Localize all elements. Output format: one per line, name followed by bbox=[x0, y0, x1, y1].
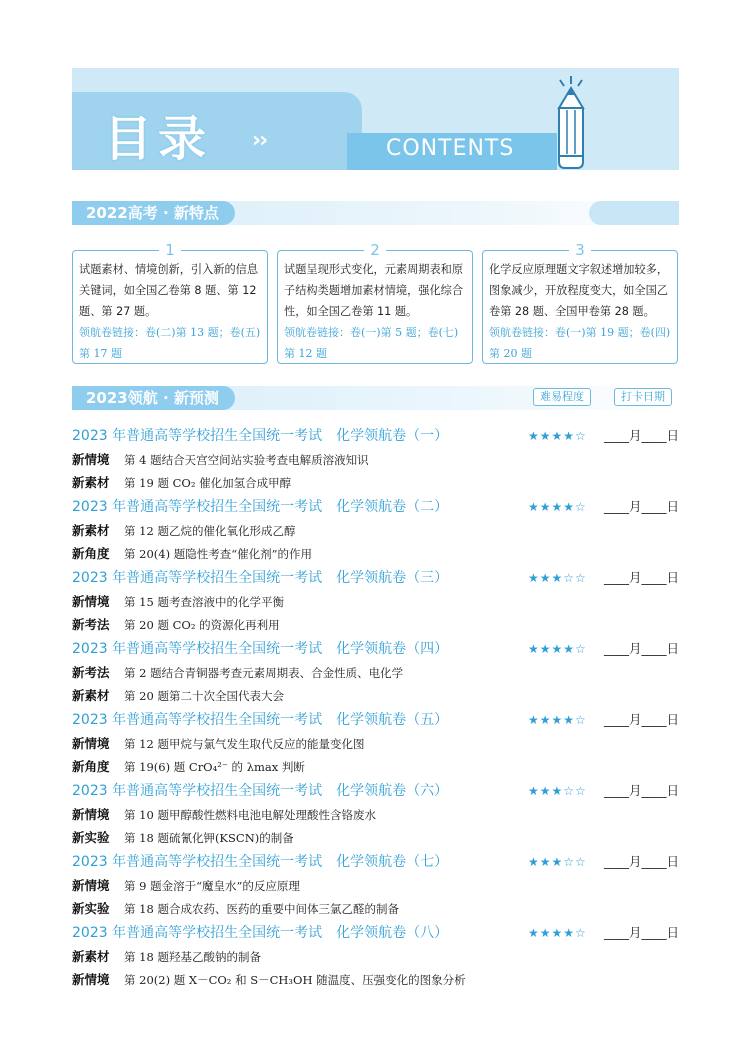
checkin-date: ____月____日 bbox=[604, 783, 680, 798]
checkin-date: ____月____日 bbox=[604, 570, 680, 585]
entry-title[interactable]: 2023 年普通高等学校招生全国统一考试 化学领航卷（八） bbox=[72, 925, 449, 941]
contents-label: CONTENTS bbox=[386, 136, 515, 161]
checkin-date: ____月____日 bbox=[604, 428, 680, 443]
item-text: 第 19 题 CO₂ 催化加氢合成甲醇 bbox=[124, 476, 292, 490]
item-text: 第 10 题甲醇酸性燃料电池电解处理酸性含铬废水 bbox=[124, 808, 376, 822]
entry-item bbox=[72, 897, 399, 921]
item-label: 新情境 bbox=[72, 594, 110, 609]
item-text: 第 20(2) 题 X－CO₂ 和 S－CH₃OH 随温度、压强变化的图象分析 bbox=[124, 973, 466, 987]
section-bar-features bbox=[72, 201, 679, 225]
entry-item bbox=[72, 732, 364, 756]
item-label: 新素材 bbox=[72, 688, 110, 703]
entry-title[interactable]: 2023 年普通高等学校招生全国统一考试 化学领航卷（五） bbox=[72, 712, 449, 728]
item-text: 第 19(6) 题 CrO₄²⁻ 的 λmax 判断 bbox=[124, 760, 305, 774]
entry-item bbox=[72, 803, 376, 827]
item-text: 第 18 题合成农药、医药的重要中间体三氯乙醛的制备 bbox=[124, 902, 399, 916]
entry-title[interactable]: 2023 年普通高等学校招生全国统一考试 化学领航卷（七） bbox=[72, 854, 449, 870]
entry-item bbox=[72, 826, 294, 850]
item-label: 新素材 bbox=[72, 475, 110, 490]
item-label: 新素材 bbox=[72, 523, 110, 538]
difficulty-stars: ★★★★☆ bbox=[528, 642, 587, 656]
difficulty-stars: ★★★★☆ bbox=[528, 713, 587, 727]
item-label: 新实验 bbox=[72, 901, 110, 916]
entry-item bbox=[72, 968, 466, 992]
entry-item bbox=[72, 661, 403, 685]
item-label: 新考法 bbox=[72, 665, 110, 680]
item-label: 新情境 bbox=[72, 736, 110, 751]
item-text: 第 9 题金溶于“魔皇水”的反应原理 bbox=[124, 879, 300, 893]
checkin-tag: 打卡日期 bbox=[614, 388, 672, 406]
entry-item bbox=[72, 684, 284, 708]
item-text: 第 4 题结合天宫空间站实验考查电解质溶液知识 bbox=[124, 453, 369, 467]
item-text: 第 20 题第二十次全国代表大会 bbox=[124, 689, 284, 703]
item-text: 第 20 题 CO₂ 的资源化再利用 bbox=[124, 618, 280, 632]
double-chevron-icon: ›› bbox=[252, 128, 267, 153]
section-bar-end bbox=[589, 201, 679, 225]
item-label: 新情境 bbox=[72, 878, 110, 893]
difficulty-tag: 难易程度 bbox=[533, 388, 591, 406]
section-title-predictions: 2023领航 · 新预测 bbox=[72, 386, 235, 410]
item-label: 新实验 bbox=[72, 830, 110, 845]
difficulty-stars: ★★★☆☆ bbox=[528, 571, 587, 585]
feature-number: 2 bbox=[364, 241, 386, 259]
entry-title[interactable]: 2023 年普通高等学校招生全国统一考试 化学领航卷（三） bbox=[72, 570, 449, 586]
difficulty-stars: ★★★★☆ bbox=[528, 500, 587, 514]
section-title-features: 2022高考 · 新特点 bbox=[72, 201, 235, 225]
feature-link: 领航卷链接：卷(一)第 5 题；卷(七)第 12 题 bbox=[284, 326, 459, 360]
entry-item bbox=[72, 542, 312, 566]
entry-item bbox=[72, 590, 284, 614]
entry-item bbox=[72, 613, 280, 637]
entry-title[interactable]: 2023 年普通高等学校招生全国统一考试 化学领航卷（四） bbox=[72, 641, 449, 657]
checkin-date: ____月____日 bbox=[604, 854, 680, 869]
item-label: 新情境 bbox=[72, 452, 110, 467]
toc-entry[interactable] bbox=[72, 921, 680, 1063]
feature-text: 试题素材、情境创新，引入新的信息关键词，如全国乙卷第 8 题、第 12 题、第 27 题。 bbox=[79, 263, 259, 318]
feature-card-2 bbox=[277, 250, 473, 364]
item-text: 第 15 题考查溶液中的化学平衡 bbox=[124, 595, 284, 609]
item-text: 第 12 题乙烷的催化氧化形成乙醇 bbox=[124, 524, 296, 538]
entry-item bbox=[72, 519, 295, 543]
feature-link: 领航卷链接：卷(二)第 13 题；卷(五)第 17 题 bbox=[79, 326, 261, 360]
item-text: 第 18 题硫氰化钾(KSCN)的制备 bbox=[124, 831, 294, 845]
checkin-date: ____月____日 bbox=[604, 499, 680, 514]
item-label: 新考法 bbox=[72, 617, 110, 632]
item-label: 新角度 bbox=[72, 759, 110, 774]
pencil-icon bbox=[551, 74, 591, 170]
difficulty-stars: ★★★★☆ bbox=[528, 429, 587, 443]
item-text: 第 12 题甲烷与氯气发生取代反应的能量变化图 bbox=[124, 737, 365, 751]
item-text: 第 20(4) 题隐性考查“催化剂”的作用 bbox=[124, 547, 312, 561]
item-label: 新素材 bbox=[72, 949, 110, 964]
feature-card-3 bbox=[482, 250, 678, 364]
item-text: 第 18 题羟基乙酸钠的制备 bbox=[124, 950, 261, 964]
difficulty-stars: ★★★☆☆ bbox=[528, 784, 587, 798]
checkin-date: ____月____日 bbox=[604, 925, 680, 940]
feature-link: 领航卷链接：卷(一)第 19 题；卷(四)第 20 题 bbox=[489, 326, 671, 360]
feature-number: 3 bbox=[569, 241, 591, 259]
checkin-date: ____月____日 bbox=[604, 641, 680, 656]
entry-title[interactable]: 2023 年普通高等学校招生全国统一考试 化学领航卷（六） bbox=[72, 783, 449, 799]
entry-item bbox=[72, 448, 369, 472]
feature-text: 化学反应原理题文字叙述增加较多，图象减少，开放程度变大，如全国乙卷第 28 题、全国甲卷第 28 题。 bbox=[489, 263, 669, 318]
difficulty-stars: ★★★☆☆ bbox=[528, 855, 587, 869]
item-label: 新角度 bbox=[72, 546, 110, 561]
checkin-date: ____月____日 bbox=[604, 712, 680, 727]
entry-title[interactable]: 2023 年普通高等学校招生全国统一考试 化学领航卷（一） bbox=[72, 428, 449, 444]
entry-item bbox=[72, 471, 291, 495]
entry-item bbox=[72, 755, 305, 779]
item-label: 新情境 bbox=[72, 807, 110, 822]
feature-card-1 bbox=[72, 250, 268, 364]
feature-text: 试题呈现形式变化，元素周期表和原子结构类题增加素材情境，强化综合性，如全国乙卷第 11 题。 bbox=[284, 263, 464, 318]
feature-number: 1 bbox=[159, 241, 181, 259]
entry-title[interactable]: 2023 年普通高等学校招生全国统一考试 化学领航卷（二） bbox=[72, 499, 449, 515]
item-text: 第 2 题结合青铜器考查元素周期表、合金性质、电化学 bbox=[124, 666, 404, 680]
page-title: 目录 bbox=[104, 111, 213, 167]
entry-item bbox=[72, 945, 261, 969]
item-label: 新情境 bbox=[72, 972, 110, 987]
entry-item bbox=[72, 874, 300, 898]
difficulty-stars: ★★★★☆ bbox=[528, 926, 587, 940]
toc-list-8 bbox=[72, 921, 680, 1063]
